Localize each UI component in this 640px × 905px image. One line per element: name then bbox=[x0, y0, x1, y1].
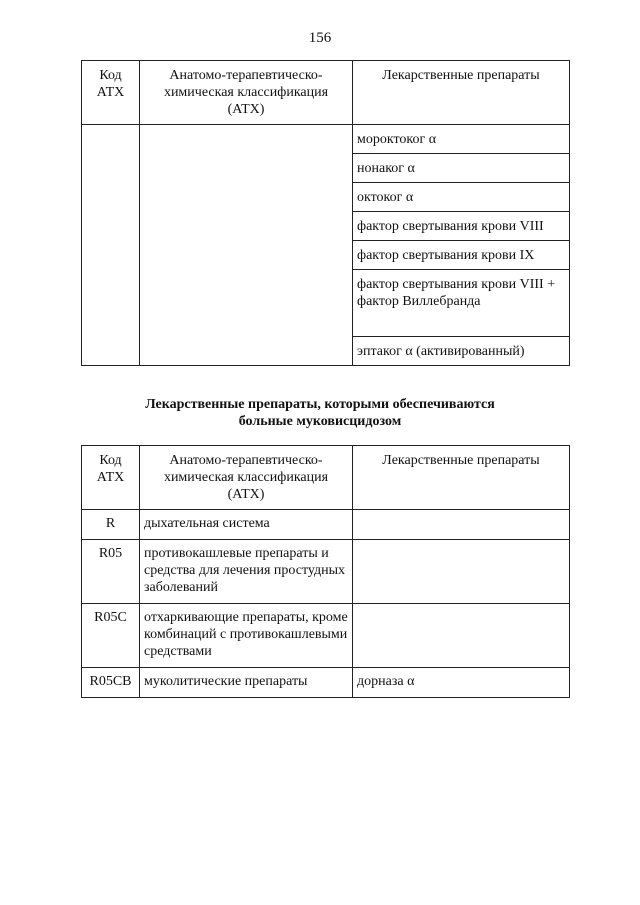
drug-cell: нонаког α bbox=[353, 154, 570, 183]
classification-cell: противокашлевые препараты и средства для лечения простудных заболеваний bbox=[140, 540, 353, 604]
classification-cell: дыхательная система bbox=[140, 510, 353, 540]
drug-cell: эптаког α (активированный) bbox=[353, 337, 570, 366]
header-atc-classification: Анатомо-терапевтическо-химическая классификация (АТХ) bbox=[140, 61, 353, 125]
section-title-line: Лекарственные препараты, которыми обеспечиваются bbox=[145, 397, 495, 412]
drug-cell: дорназа α bbox=[353, 668, 570, 698]
header-atc-code: Код АТХ bbox=[82, 446, 140, 510]
classification-cell: муколитические препараты bbox=[140, 668, 353, 698]
section-title bbox=[0, 396, 640, 430]
table-row bbox=[82, 125, 570, 154]
drug-cell bbox=[353, 510, 570, 540]
drug-cell: фактор свертывания крови VIII bbox=[353, 212, 570, 241]
table-row bbox=[82, 604, 570, 668]
header-drugs: Лекарственные препараты bbox=[353, 61, 570, 125]
drug-cell: октоког α bbox=[353, 183, 570, 212]
table-row bbox=[82, 510, 570, 540]
section-title-line: больные муковисцидозом bbox=[238, 414, 402, 429]
atc-code-cell: R05C bbox=[82, 604, 140, 668]
atc-code-cell: R bbox=[82, 510, 140, 540]
table-row bbox=[82, 540, 570, 604]
header-drugs: Лекарственные препараты bbox=[353, 446, 570, 510]
drug-cell bbox=[353, 604, 570, 668]
page-number: 156 bbox=[308, 30, 332, 46]
header-atc-classification: Анатомо-терапевтическо-химическая классификация (АТХ) bbox=[140, 446, 353, 510]
atc-code-cell: R05 bbox=[82, 540, 140, 604]
cystic-fibrosis-drugs-table bbox=[81, 445, 570, 698]
hemophilia-drugs-table-continued bbox=[81, 60, 570, 366]
table-row bbox=[82, 668, 570, 698]
classification-cell: отхаркивающие препараты, кроме комбинаций с противокашлевыми средствами bbox=[140, 604, 353, 668]
empty-code-cell bbox=[82, 125, 140, 366]
table-header-row bbox=[82, 61, 570, 125]
table-header-row bbox=[82, 446, 570, 510]
drug-cell: фактор свертывания крови IX bbox=[353, 241, 570, 270]
header-atc-code: Код АТХ bbox=[82, 61, 140, 125]
atc-code-cell: R05CB bbox=[82, 668, 140, 698]
drug-cell: фактор свертывания крови VIII + фактор Виллебранда bbox=[353, 270, 570, 337]
empty-classification-cell bbox=[140, 125, 353, 366]
drug-cell: мороктоког α bbox=[353, 125, 570, 154]
drug-cell bbox=[353, 540, 570, 604]
